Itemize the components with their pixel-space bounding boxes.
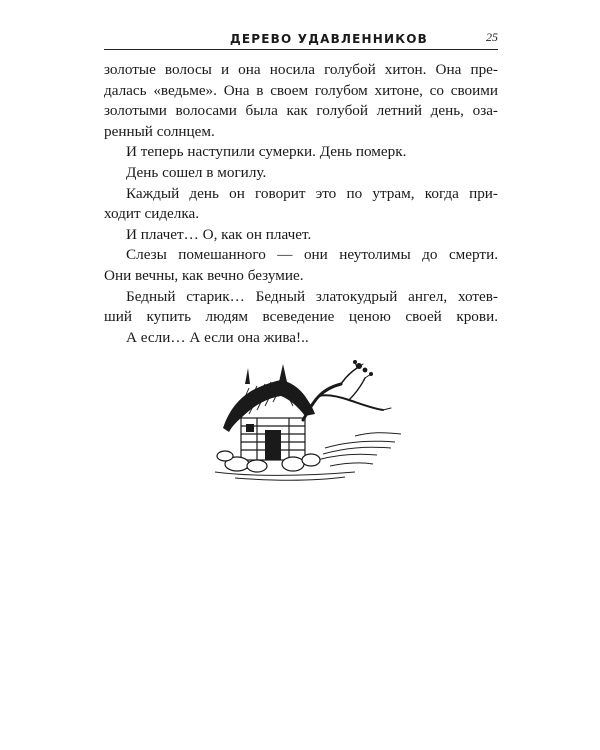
text-line: золотые волосы и она носила голубой хитон. Она пре- bbox=[104, 61, 498, 78]
text-line: далась «ведьме». Она в своем голубом хитоне, со своими bbox=[104, 81, 498, 99]
text-line: ходит сиделка. bbox=[104, 205, 200, 223]
text-line: Они вечны, как вечно безумие. bbox=[104, 266, 304, 284]
running-header-title: ДЕРЕВО УДАВЛЕННИКОВ bbox=[230, 32, 429, 46]
text-line: День сошел в могилу. bbox=[126, 163, 267, 181]
text-line: А если… А если она жива!.. bbox=[126, 328, 309, 346]
hut-tree-drawing-icon bbox=[205, 360, 405, 482]
text-line: ренный солнцем. bbox=[104, 122, 215, 140]
text-line: золотыми волосами была как голубой летний день, оза- bbox=[104, 102, 498, 120]
text-line: Бедный старик… Бедный златокудрый ангел, хотев- bbox=[126, 287, 498, 305]
text-line: Слезы помешанного — они неутолимы до смерти. bbox=[126, 246, 498, 264]
body-text bbox=[104, 60, 498, 348]
text-line: И плачет… О, как он плачет. bbox=[126, 225, 312, 243]
running-header bbox=[104, 30, 498, 50]
text-line: Каждый день он говорит это по утрам, когда при- bbox=[126, 184, 498, 202]
text-line: И теперь наступили сумерки. День померк. bbox=[126, 143, 407, 161]
text-line: ший купить людям всеведение ценою своей крови. bbox=[104, 308, 498, 326]
header-rule bbox=[104, 49, 498, 50]
page-number: 25 bbox=[486, 30, 498, 44]
